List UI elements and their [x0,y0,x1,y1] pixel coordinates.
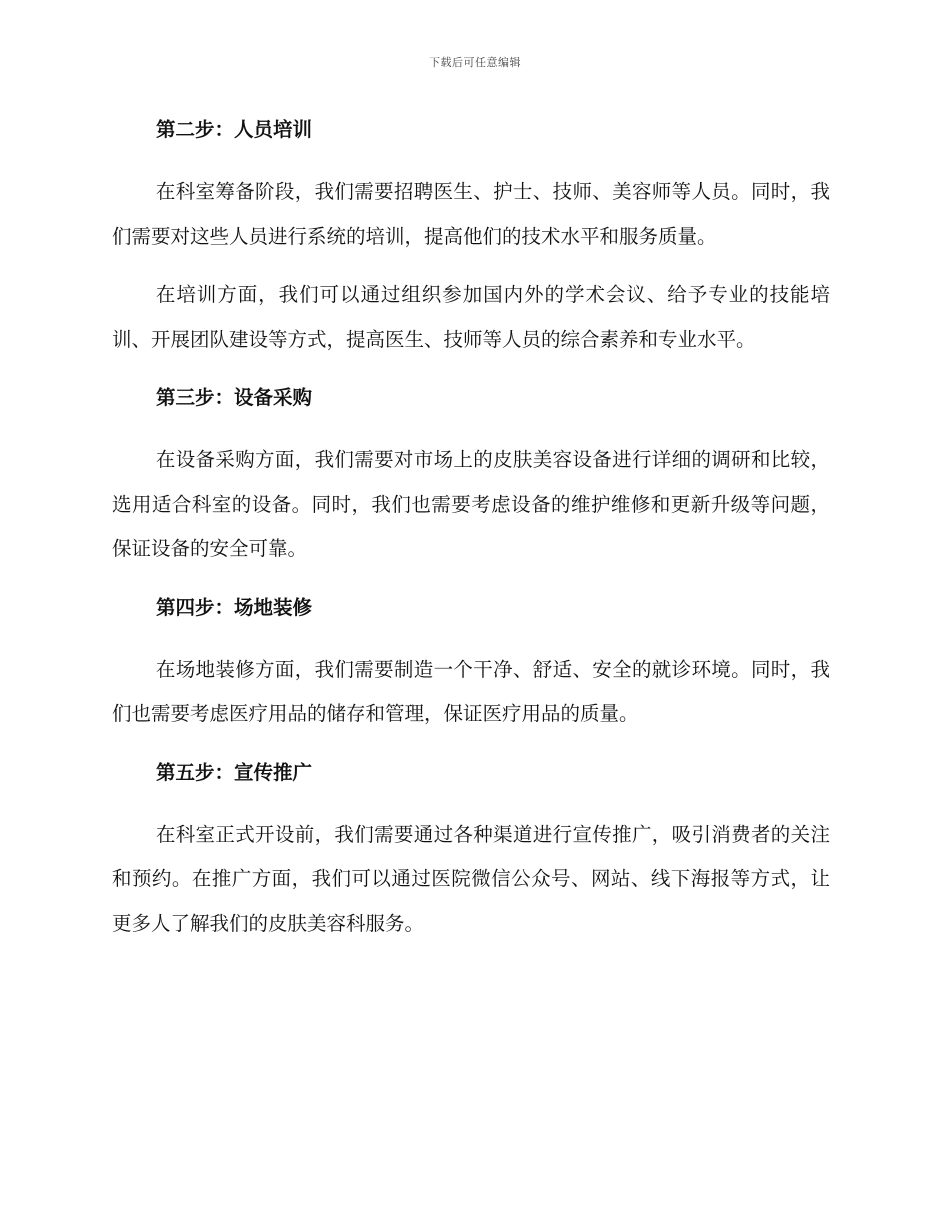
paragraph: 在设备采购方面，我们需要对市场上的皮肤美容设备进行详细的调研和比较，选用适合科室的设备。同时，我们也需要考虑设备的维护维修和更新升级等问题，保证设备的安全可靠。 [112,448,830,560]
section-heading-step-2: 第二步：人员培训 [156,118,313,141]
paragraph: 在科室正式开设前，我们需要通过各种渠道进行宣传推广，吸引消费者的关注和预约。在推广方面，我们可以通过医院微信公众号、网站、线下海报等方式，让更多人了解我们的皮肤美容科服务。 [112,822,830,935]
paragraph: 在科室筹备阶段，我们需要招聘医生、护士、技师、美容师等人员。同时，我们需要对这些人员进行系统的培训，提高他们的技术水平和服务质量。 [112,180,830,248]
document-body [112,108,830,960]
paragraph: 在培训方面，我们可以通过组织参加国内外的学术会议、给予专业的技能培训、开展团队建设等方式，提高医生、技师等人员的综合素养和专业水平。 [112,283,830,351]
section-heading-step-3: 第三步：设备采购 [156,386,313,409]
paragraph: 在场地装修方面，我们需要制造一个干净、舒适、安全的就诊环境。同时，我们也需要考虑医疗用品的储存和管理，保证医疗用品的质量。 [112,657,830,725]
section-heading-step-4: 第四步：场地装修 [156,595,313,619]
page-header: 下载后可任意编辑 [429,56,521,69]
section-heading-step-5: 第五步：宣传推广 [156,760,313,784]
